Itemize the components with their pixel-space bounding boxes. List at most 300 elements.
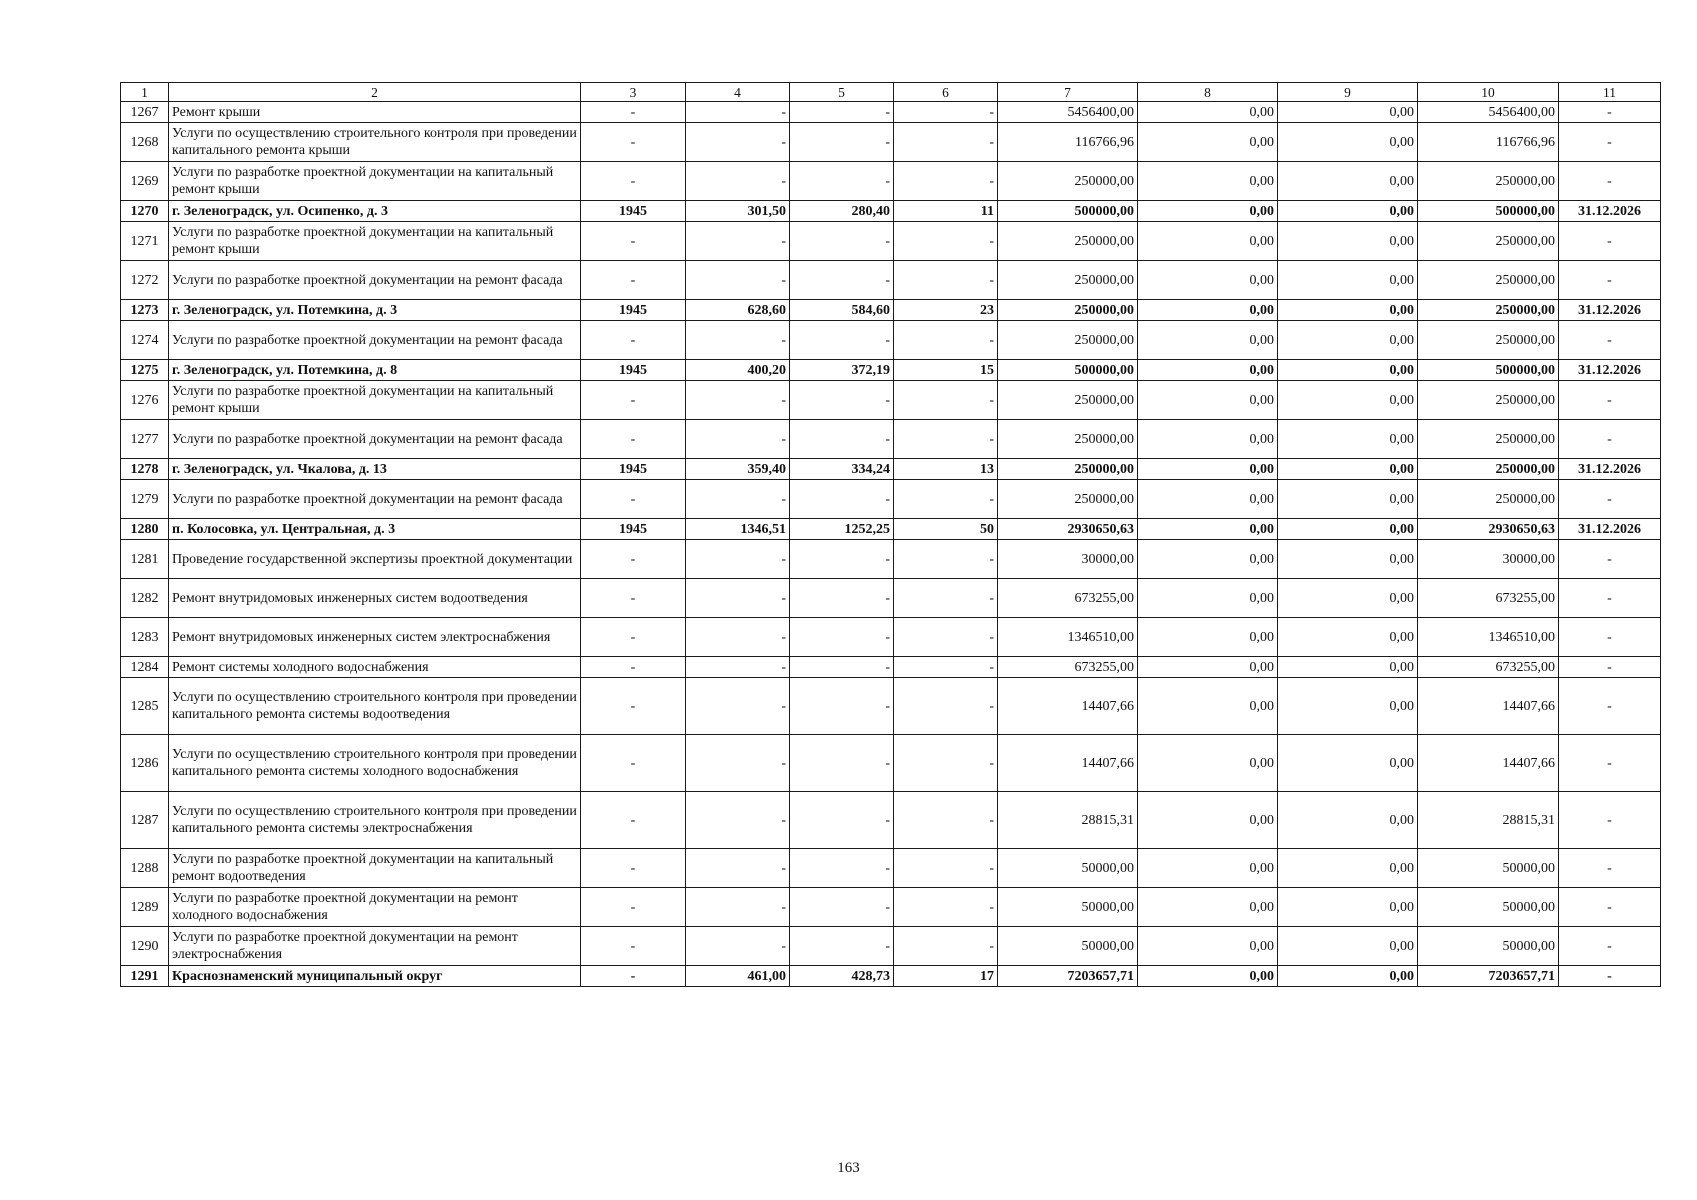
living-area-cell: 584,60 xyxy=(790,300,894,321)
residents-cell: - xyxy=(894,420,998,459)
budget-cost-cell: 0,00 xyxy=(1278,162,1418,201)
year-cell: - xyxy=(581,381,686,420)
total-area-cell: 301,50 xyxy=(686,201,790,222)
fund-cost-cell: 0,00 xyxy=(1138,162,1278,201)
total-cost-cell: 500000,00 xyxy=(998,360,1138,381)
header-cell: 9 xyxy=(1278,83,1418,102)
residents-cell: - xyxy=(894,849,998,888)
row-number-cell: 1281 xyxy=(121,540,169,579)
fund-cost-cell: 0,00 xyxy=(1138,459,1278,480)
work-name-cell: Услуги по разработке проектной документации на капитальный ремонт крыши xyxy=(169,222,581,261)
table-row xyxy=(121,300,1661,321)
owners-cost-cell: 14407,66 xyxy=(1418,735,1559,792)
work-name-cell: г. Зеленоградск, ул. Чкалова, д. 13 xyxy=(169,459,581,480)
year-cell: - xyxy=(581,579,686,618)
total-cost-cell: 5456400,00 xyxy=(998,102,1138,123)
row-number-cell: 1290 xyxy=(121,927,169,966)
table-row xyxy=(121,102,1661,123)
total-cost-cell: 673255,00 xyxy=(998,657,1138,678)
year-cell: - xyxy=(581,540,686,579)
owners-cost-cell: 50000,00 xyxy=(1418,927,1559,966)
residents-cell: 17 xyxy=(894,966,998,987)
living-area-cell: - xyxy=(790,420,894,459)
row-number-cell: 1279 xyxy=(121,480,169,519)
owners-cost-cell: 250000,00 xyxy=(1418,420,1559,459)
living-area-cell: - xyxy=(790,540,894,579)
total-area-cell: - xyxy=(686,261,790,300)
budget-cost-cell: 0,00 xyxy=(1278,381,1418,420)
residents-cell: 50 xyxy=(894,519,998,540)
year-cell: - xyxy=(581,966,686,987)
total-cost-cell: 116766,96 xyxy=(998,123,1138,162)
table-row xyxy=(121,381,1661,420)
fund-cost-cell: 0,00 xyxy=(1138,321,1278,360)
total-cost-cell: 250000,00 xyxy=(998,162,1138,201)
total-area-cell: 461,00 xyxy=(686,966,790,987)
deadline-cell: - xyxy=(1559,222,1661,261)
fund-cost-cell: 0,00 xyxy=(1138,300,1278,321)
work-name-cell: Услуги по разработке проектной документации на ремонт электроснабжения xyxy=(169,927,581,966)
total-cost-cell: 673255,00 xyxy=(998,579,1138,618)
deadline-cell: 31.12.2026 xyxy=(1559,459,1661,480)
total-cost-cell: 50000,00 xyxy=(998,888,1138,927)
total-area-cell: - xyxy=(686,678,790,735)
owners-cost-cell: 673255,00 xyxy=(1418,579,1559,618)
table-row xyxy=(121,792,1661,849)
total-cost-cell: 250000,00 xyxy=(998,480,1138,519)
total-area-cell: - xyxy=(686,888,790,927)
fund-cost-cell: 0,00 xyxy=(1138,381,1278,420)
year-cell: - xyxy=(581,162,686,201)
total-cost-cell: 250000,00 xyxy=(998,381,1138,420)
table-row xyxy=(121,321,1661,360)
total-cost-cell: 14407,66 xyxy=(998,735,1138,792)
table-row xyxy=(121,657,1661,678)
table-row xyxy=(121,927,1661,966)
deadline-cell: - xyxy=(1559,102,1661,123)
deadline-cell: - xyxy=(1559,927,1661,966)
row-number-cell: 1276 xyxy=(121,381,169,420)
work-name-cell: Ремонт крыши xyxy=(169,102,581,123)
living-area-cell: - xyxy=(790,480,894,519)
year-cell: 1945 xyxy=(581,300,686,321)
residents-cell: - xyxy=(894,162,998,201)
total-area-cell: - xyxy=(686,927,790,966)
year-cell: - xyxy=(581,123,686,162)
table-row xyxy=(121,888,1661,927)
fund-cost-cell: 0,00 xyxy=(1138,678,1278,735)
deadline-cell: - xyxy=(1559,849,1661,888)
budget-cost-cell: 0,00 xyxy=(1278,321,1418,360)
header-cell: 11 xyxy=(1559,83,1661,102)
total-cost-cell: 250000,00 xyxy=(998,300,1138,321)
budget-cost-cell: 0,00 xyxy=(1278,102,1418,123)
year-cell: - xyxy=(581,420,686,459)
living-area-cell: - xyxy=(790,678,894,735)
year-cell: 1945 xyxy=(581,360,686,381)
total-area-cell: 1346,51 xyxy=(686,519,790,540)
year-cell: - xyxy=(581,888,686,927)
living-area-cell: - xyxy=(790,261,894,300)
fund-cost-cell: 0,00 xyxy=(1138,849,1278,888)
owners-cost-cell: 250000,00 xyxy=(1418,222,1559,261)
budget-cost-cell: 0,00 xyxy=(1278,480,1418,519)
total-area-cell: - xyxy=(686,123,790,162)
total-area-cell: 359,40 xyxy=(686,459,790,480)
work-name-cell: Услуги по разработке проектной документации на ремонт холодного водоснабжения xyxy=(169,888,581,927)
header-cell: 7 xyxy=(998,83,1138,102)
residents-cell: 11 xyxy=(894,201,998,222)
work-name-cell: Ремонт внутридомовых инженерных систем водоотведения xyxy=(169,579,581,618)
year-cell: - xyxy=(581,222,686,261)
budget-cost-cell: 0,00 xyxy=(1278,540,1418,579)
residents-cell: 23 xyxy=(894,300,998,321)
deadline-cell: - xyxy=(1559,678,1661,735)
deadline-cell: - xyxy=(1559,888,1661,927)
owners-cost-cell: 500000,00 xyxy=(1418,201,1559,222)
total-area-cell: - xyxy=(686,321,790,360)
budget-cost-cell: 0,00 xyxy=(1278,420,1418,459)
total-cost-cell: 250000,00 xyxy=(998,459,1138,480)
work-name-cell: Услуги по осуществлению строительного контроля при проведении капитального ремонта крыши xyxy=(169,123,581,162)
row-number-cell: 1268 xyxy=(121,123,169,162)
total-cost-cell: 28815,31 xyxy=(998,792,1138,849)
budget-cost-cell: 0,00 xyxy=(1278,123,1418,162)
total-area-cell: - xyxy=(686,102,790,123)
deadline-cell: 31.12.2026 xyxy=(1559,360,1661,381)
year-cell: - xyxy=(581,849,686,888)
living-area-cell: - xyxy=(790,579,894,618)
budget-cost-cell: 0,00 xyxy=(1278,300,1418,321)
page-number: 163 xyxy=(837,1160,860,1176)
total-cost-cell: 250000,00 xyxy=(998,420,1138,459)
living-area-cell: - xyxy=(790,618,894,657)
residents-cell: - xyxy=(894,678,998,735)
year-cell: - xyxy=(581,792,686,849)
owners-cost-cell: 2930650,63 xyxy=(1418,519,1559,540)
fund-cost-cell: 0,00 xyxy=(1138,657,1278,678)
work-name-cell: Услуги по разработке проектной документации на капитальный ремонт крыши xyxy=(169,381,581,420)
owners-cost-cell: 250000,00 xyxy=(1418,300,1559,321)
owners-cost-cell: 250000,00 xyxy=(1418,162,1559,201)
total-area-cell: - xyxy=(686,579,790,618)
deadline-cell: - xyxy=(1559,162,1661,201)
residents-cell: - xyxy=(894,381,998,420)
total-area-cell: - xyxy=(686,480,790,519)
deadline-cell: - xyxy=(1559,381,1661,420)
table-row xyxy=(121,360,1661,381)
year-cell: - xyxy=(581,480,686,519)
owners-cost-cell: 250000,00 xyxy=(1418,480,1559,519)
total-cost-cell: 50000,00 xyxy=(998,927,1138,966)
deadline-cell: - xyxy=(1559,123,1661,162)
row-number-cell: 1278 xyxy=(121,459,169,480)
deadline-cell: - xyxy=(1559,966,1661,987)
owners-cost-cell: 14407,66 xyxy=(1418,678,1559,735)
work-name-cell: Краснознаменский муниципальный округ xyxy=(169,966,581,987)
work-name-cell: Ремонт системы холодного водоснабжения xyxy=(169,657,581,678)
year-cell: - xyxy=(581,735,686,792)
owners-cost-cell: 673255,00 xyxy=(1418,657,1559,678)
year-cell: 1945 xyxy=(581,519,686,540)
total-cost-cell: 250000,00 xyxy=(998,321,1138,360)
total-cost-cell: 250000,00 xyxy=(998,261,1138,300)
row-number-cell: 1291 xyxy=(121,966,169,987)
total-cost-cell: 2930650,63 xyxy=(998,519,1138,540)
table-row xyxy=(121,579,1661,618)
work-name-cell: Услуги по разработке проектной документации на ремонт фасада xyxy=(169,261,581,300)
fund-cost-cell: 0,00 xyxy=(1138,420,1278,459)
living-area-cell: - xyxy=(790,321,894,360)
row-number-cell: 1269 xyxy=(121,162,169,201)
total-area-cell: 628,60 xyxy=(686,300,790,321)
work-name-cell: Услуги по разработке проектной документации на капитальный ремонт крыши xyxy=(169,162,581,201)
work-name-cell: Услуги по разработке проектной документации на ремонт фасада xyxy=(169,480,581,519)
budget-cost-cell: 0,00 xyxy=(1278,888,1418,927)
residents-cell: - xyxy=(894,618,998,657)
fund-cost-cell: 0,00 xyxy=(1138,123,1278,162)
residents-cell: 15 xyxy=(894,360,998,381)
owners-cost-cell: 50000,00 xyxy=(1418,888,1559,927)
fund-cost-cell: 0,00 xyxy=(1138,261,1278,300)
living-area-cell: 428,73 xyxy=(790,966,894,987)
row-number-cell: 1284 xyxy=(121,657,169,678)
budget-cost-cell: 0,00 xyxy=(1278,519,1418,540)
living-area-cell: - xyxy=(790,162,894,201)
work-name-cell: Услуги по осуществлению строительного контроля при проведении капитального ремонта системы холодного водоснабжения xyxy=(169,735,581,792)
total-area-cell: - xyxy=(686,162,790,201)
document-sheet xyxy=(120,82,1660,987)
budget-cost-cell: 0,00 xyxy=(1278,360,1418,381)
year-cell: - xyxy=(581,261,686,300)
total-area-cell: - xyxy=(686,735,790,792)
row-number-cell: 1277 xyxy=(121,420,169,459)
residents-cell: - xyxy=(894,480,998,519)
budget-cost-cell: 0,00 xyxy=(1278,792,1418,849)
budget-cost-cell: 0,00 xyxy=(1278,459,1418,480)
total-area-cell: - xyxy=(686,222,790,261)
budget-cost-cell: 0,00 xyxy=(1278,678,1418,735)
header-cell: 8 xyxy=(1138,83,1278,102)
deadline-cell: - xyxy=(1559,321,1661,360)
header-cell: 3 xyxy=(581,83,686,102)
table-row xyxy=(121,123,1661,162)
row-number-cell: 1289 xyxy=(121,888,169,927)
owners-cost-cell: 7203657,71 xyxy=(1418,966,1559,987)
budget-cost-cell: 0,00 xyxy=(1278,735,1418,792)
deadline-cell: - xyxy=(1559,735,1661,792)
table-row xyxy=(121,222,1661,261)
table-row xyxy=(121,735,1661,792)
living-area-cell: - xyxy=(790,888,894,927)
owners-cost-cell: 250000,00 xyxy=(1418,321,1559,360)
table-row xyxy=(121,519,1661,540)
column-number-row xyxy=(121,83,1661,102)
living-area-cell: - xyxy=(790,792,894,849)
owners-cost-cell: 1346510,00 xyxy=(1418,618,1559,657)
budget-cost-cell: 0,00 xyxy=(1278,261,1418,300)
header-cell: 4 xyxy=(686,83,790,102)
residents-cell: - xyxy=(894,123,998,162)
residents-cell: - xyxy=(894,579,998,618)
residents-cell: - xyxy=(894,540,998,579)
work-name-cell: г. Зеленоградск, ул. Потемкина, д. 8 xyxy=(169,360,581,381)
total-area-cell: - xyxy=(686,540,790,579)
owners-cost-cell: 5456400,00 xyxy=(1418,102,1559,123)
row-number-cell: 1280 xyxy=(121,519,169,540)
owners-cost-cell: 500000,00 xyxy=(1418,360,1559,381)
deadline-cell: - xyxy=(1559,540,1661,579)
table-row xyxy=(121,618,1661,657)
budget-cost-cell: 0,00 xyxy=(1278,618,1418,657)
living-area-cell: 334,24 xyxy=(790,459,894,480)
fund-cost-cell: 0,00 xyxy=(1138,222,1278,261)
row-number-cell: 1282 xyxy=(121,579,169,618)
year-cell: - xyxy=(581,321,686,360)
budget-cost-cell: 0,00 xyxy=(1278,849,1418,888)
row-number-cell: 1274 xyxy=(121,321,169,360)
budget-cost-cell: 0,00 xyxy=(1278,579,1418,618)
deadline-cell: - xyxy=(1559,420,1661,459)
table-row xyxy=(121,201,1661,222)
work-name-cell: Проведение государственной экспертизы проектной документации xyxy=(169,540,581,579)
register-table xyxy=(120,82,1661,987)
table-row xyxy=(121,480,1661,519)
fund-cost-cell: 0,00 xyxy=(1138,540,1278,579)
fund-cost-cell: 0,00 xyxy=(1138,966,1278,987)
row-number-cell: 1283 xyxy=(121,618,169,657)
work-name-cell: г. Зеленоградск, ул. Осипенко, д. 3 xyxy=(169,201,581,222)
row-number-cell: 1285 xyxy=(121,678,169,735)
work-name-cell: Ремонт внутридомовых инженерных систем электроснабжения xyxy=(169,618,581,657)
living-area-cell: - xyxy=(790,222,894,261)
total-area-cell: - xyxy=(686,792,790,849)
fund-cost-cell: 0,00 xyxy=(1138,927,1278,966)
residents-cell: - xyxy=(894,261,998,300)
deadline-cell: 31.12.2026 xyxy=(1559,300,1661,321)
residents-cell: - xyxy=(894,657,998,678)
header-cell: 1 xyxy=(121,83,169,102)
fund-cost-cell: 0,00 xyxy=(1138,102,1278,123)
work-name-cell: п. Колосовка, ул. Центральная, д. 3 xyxy=(169,519,581,540)
residents-cell: - xyxy=(894,321,998,360)
owners-cost-cell: 250000,00 xyxy=(1418,381,1559,420)
fund-cost-cell: 0,00 xyxy=(1138,735,1278,792)
year-cell: - xyxy=(581,678,686,735)
fund-cost-cell: 0,00 xyxy=(1138,201,1278,222)
budget-cost-cell: 0,00 xyxy=(1278,657,1418,678)
header-cell: 6 xyxy=(894,83,998,102)
total-area-cell: - xyxy=(686,381,790,420)
owners-cost-cell: 28815,31 xyxy=(1418,792,1559,849)
living-area-cell: 280,40 xyxy=(790,201,894,222)
living-area-cell: 372,19 xyxy=(790,360,894,381)
row-number-cell: 1271 xyxy=(121,222,169,261)
residents-cell: - xyxy=(894,888,998,927)
total-cost-cell: 14407,66 xyxy=(998,678,1138,735)
work-name-cell: Услуги по разработке проектной документации на капитальный ремонт водоотведения xyxy=(169,849,581,888)
table-row xyxy=(121,162,1661,201)
row-number-cell: 1275 xyxy=(121,360,169,381)
table-row xyxy=(121,849,1661,888)
total-cost-cell: 500000,00 xyxy=(998,201,1138,222)
work-name-cell: Услуги по осуществлению строительного контроля при проведении капитального ремонта системы водоотведения xyxy=(169,678,581,735)
total-cost-cell: 250000,00 xyxy=(998,222,1138,261)
year-cell: - xyxy=(581,102,686,123)
living-area-cell: - xyxy=(790,657,894,678)
table-row xyxy=(121,261,1661,300)
year-cell: 1945 xyxy=(581,459,686,480)
work-name-cell: Услуги по разработке проектной документации на ремонт фасада xyxy=(169,420,581,459)
work-name-cell: г. Зеленоградск, ул. Потемкина, д. 3 xyxy=(169,300,581,321)
work-name-cell: Услуги по разработке проектной документации на ремонт фасада xyxy=(169,321,581,360)
fund-cost-cell: 0,00 xyxy=(1138,519,1278,540)
deadline-cell: - xyxy=(1559,618,1661,657)
row-number-cell: 1272 xyxy=(121,261,169,300)
deadline-cell: 31.12.2026 xyxy=(1559,519,1661,540)
fund-cost-cell: 0,00 xyxy=(1138,888,1278,927)
header-cell: 5 xyxy=(790,83,894,102)
residents-cell: - xyxy=(894,735,998,792)
residents-cell: - xyxy=(894,927,998,966)
living-area-cell: - xyxy=(790,123,894,162)
row-number-cell: 1270 xyxy=(121,201,169,222)
residents-cell: 13 xyxy=(894,459,998,480)
header-cell: 10 xyxy=(1418,83,1559,102)
total-area-cell: - xyxy=(686,420,790,459)
living-area-cell: - xyxy=(790,102,894,123)
living-area-cell: - xyxy=(790,735,894,792)
fund-cost-cell: 0,00 xyxy=(1138,480,1278,519)
table-row xyxy=(121,459,1661,480)
table-row xyxy=(121,540,1661,579)
residents-cell: - xyxy=(894,792,998,849)
owners-cost-cell: 116766,96 xyxy=(1418,123,1559,162)
owners-cost-cell: 50000,00 xyxy=(1418,849,1559,888)
deadline-cell: 31.12.2026 xyxy=(1559,201,1661,222)
deadline-cell: - xyxy=(1559,792,1661,849)
residents-cell: - xyxy=(894,102,998,123)
row-number-cell: 1273 xyxy=(121,300,169,321)
budget-cost-cell: 0,00 xyxy=(1278,966,1418,987)
year-cell: - xyxy=(581,657,686,678)
row-number-cell: 1288 xyxy=(121,849,169,888)
fund-cost-cell: 0,00 xyxy=(1138,360,1278,381)
deadline-cell: - xyxy=(1559,657,1661,678)
header-cell: 2 xyxy=(169,83,581,102)
table-row xyxy=(121,966,1661,987)
total-cost-cell: 1346510,00 xyxy=(998,618,1138,657)
total-area-cell: - xyxy=(686,657,790,678)
living-area-cell: - xyxy=(790,381,894,420)
year-cell: - xyxy=(581,927,686,966)
total-cost-cell: 50000,00 xyxy=(998,849,1138,888)
total-cost-cell: 7203657,71 xyxy=(998,966,1138,987)
owners-cost-cell: 250000,00 xyxy=(1418,261,1559,300)
deadline-cell: - xyxy=(1559,261,1661,300)
residents-cell: - xyxy=(894,222,998,261)
living-area-cell: - xyxy=(790,849,894,888)
deadline-cell: - xyxy=(1559,480,1661,519)
living-area-cell: - xyxy=(790,927,894,966)
total-area-cell: - xyxy=(686,618,790,657)
table-row xyxy=(121,678,1661,735)
budget-cost-cell: 0,00 xyxy=(1278,927,1418,966)
total-area-cell: 400,20 xyxy=(686,360,790,381)
total-cost-cell: 30000,00 xyxy=(998,540,1138,579)
work-name-cell: Услуги по осуществлению строительного контроля при проведении капитального ремонта системы электроснабжения xyxy=(169,792,581,849)
budget-cost-cell: 0,00 xyxy=(1278,222,1418,261)
